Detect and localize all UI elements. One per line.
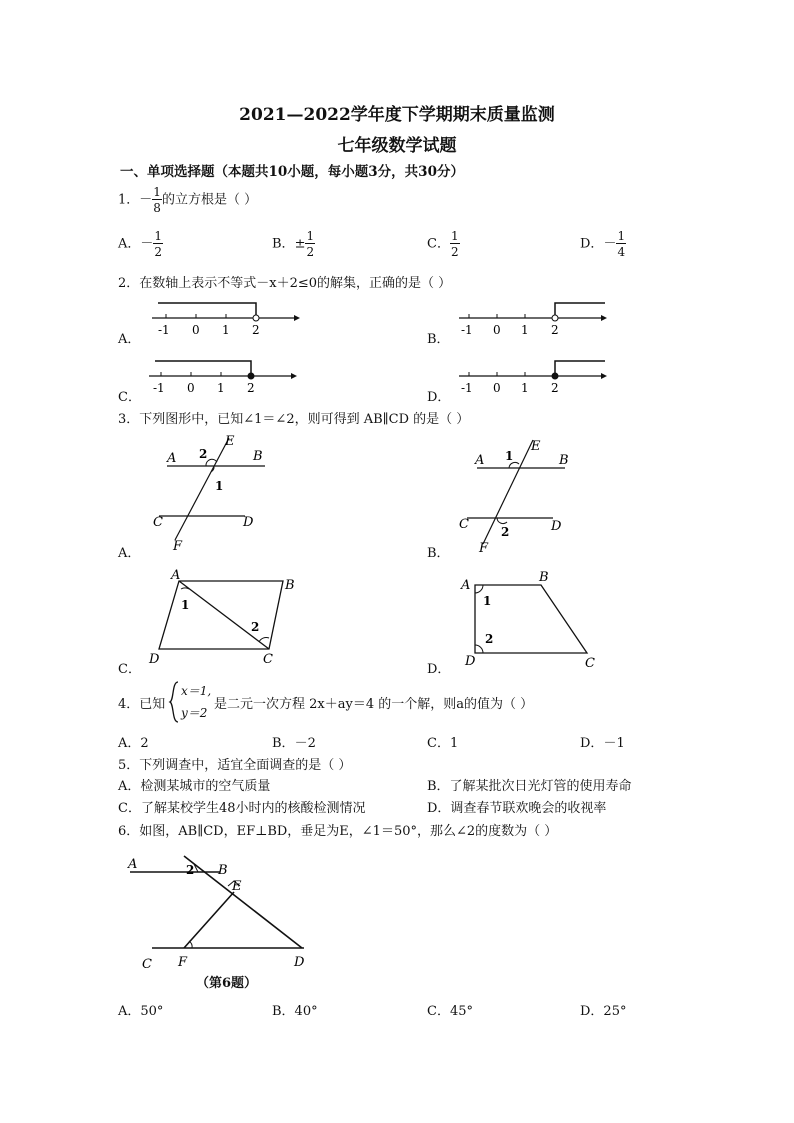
question-5: 5．下列调查中，适宜全面调查的是（ ） [118, 758, 352, 773]
svg-text:1: 1 [521, 381, 529, 395]
svg-text:1: 1 [217, 381, 225, 395]
svg-text:E: E [225, 434, 235, 449]
q1-option-d[interactable]: D．－ $\frac{1}{4}$ [580, 229, 626, 259]
svg-text:A: A [167, 451, 177, 466]
svg-text:A: A [128, 857, 138, 872]
svg-text:2: 2 [551, 381, 559, 395]
svg-text:-1: -1 [461, 323, 473, 337]
svg-text:C: C [263, 652, 273, 667]
svg-text:D: D [465, 654, 476, 669]
q5-option-a[interactable]: A．检测某城市的空气质量 [118, 779, 271, 794]
q5-option-b[interactable]: B．了解某批次日光灯管的使用寿命 [427, 779, 632, 794]
q3-figure-a [145, 430, 280, 555]
q3-option-b[interactable]: B． [427, 546, 450, 561]
question-6: 6．如图，AB∥CD，EF⊥BD，垂足为E，∠1＝50°，那么∠2的度数为（ ） [118, 824, 558, 839]
svg-text:0: 0 [187, 381, 195, 395]
q3-option-a[interactable]: A． [118, 546, 141, 561]
svg-text:C: C [153, 515, 163, 530]
svg-text:A: A [461, 578, 471, 593]
svg-text:B: B [253, 449, 263, 464]
svg-text:E: E [232, 879, 242, 894]
q4-pre: 4．已知 [118, 697, 166, 712]
q4-option-a[interactable]: A．2 [118, 736, 149, 751]
q1-neg: － [139, 192, 153, 208]
question-2: 2．在数轴上表示不等式－x＋2≤0的解集，正确的是（ ） [118, 276, 452, 291]
svg-text:C: C [585, 656, 595, 670]
q6-option-b[interactable]: B．40° [272, 1004, 318, 1019]
q1-option-b[interactable]: B．± $\frac{1}{2}$ [272, 229, 315, 259]
svg-text:A: A [171, 568, 181, 583]
svg-text:1: 1 [181, 598, 190, 612]
number-line-c [145, 352, 305, 398]
svg-text:B: B [218, 863, 228, 878]
svg-text:1: 1 [521, 323, 529, 337]
svg-text:2: 2 [251, 620, 260, 634]
q4-eq1: x＝1, [181, 684, 212, 698]
svg-text:B: B [539, 570, 549, 585]
number-line-a [148, 294, 308, 340]
svg-text:A: A [475, 453, 485, 468]
svg-text:B: B [285, 578, 295, 593]
q5-option-c[interactable]: C．了解某校学生48小时内的核酸检测情况 [118, 801, 366, 816]
q4-eq2: y＝2 [181, 706, 208, 720]
q2-option-c-label[interactable]: C． [118, 390, 141, 405]
svg-text:1: 1 [215, 479, 224, 493]
svg-text:B: B [559, 453, 569, 468]
svg-text:2: 2 [199, 447, 208, 461]
q1-tail: 的立方根是（ ） [161, 192, 258, 208]
section-heading: 一、单项选择题（本题共10小题，每小题3分，共30分） [120, 164, 464, 180]
svg-text:F: F [479, 541, 489, 556]
paper-subtitle: 七年级数学试题 [337, 136, 457, 156]
q1-number: 1． [118, 192, 140, 208]
svg-text:E: E [531, 439, 541, 454]
q4-option-b[interactable]: B．－2 [272, 736, 316, 751]
q3-figure-d [455, 565, 615, 670]
svg-text:-1: -1 [461, 381, 473, 395]
q1-frac-d: 8 [153, 201, 161, 215]
q6-caption: （第6题） [196, 976, 258, 991]
svg-text:2: 2 [247, 381, 255, 395]
svg-text:F: F [178, 955, 188, 970]
svg-text:1: 1 [483, 594, 492, 608]
svg-text:F: F [173, 539, 183, 554]
svg-text:-1: -1 [158, 323, 170, 337]
question-3: 3．下列图形中，已知∠1＝∠2，则可得到 AB∥CD 的是（ ） [118, 412, 470, 427]
svg-text:C: C [459, 517, 469, 532]
svg-text:-1: -1 [153, 381, 165, 395]
q2-option-b-label[interactable]: B． [427, 332, 450, 347]
question-1 [118, 186, 257, 214]
svg-text:D: D [294, 955, 305, 970]
q2-option-a-label[interactable]: A． [118, 332, 141, 347]
q3-option-c[interactable]: C． [118, 662, 141, 677]
number-line-b [455, 294, 615, 340]
q4-option-c[interactable]: C．1 [427, 736, 459, 751]
q3-figure-b [455, 432, 590, 557]
q1-option-c[interactable]: C． $\frac{1}{2}$ [427, 229, 459, 259]
svg-text:2: 2 [186, 863, 195, 877]
q6-option-a[interactable]: A．50° [118, 1004, 164, 1019]
q6-option-d[interactable]: D．25° [580, 1004, 627, 1019]
svg-text:D: D [149, 652, 160, 667]
q6-figure [124, 848, 324, 973]
paper-title: 2021—2022学年度下学期期末质量监测 [239, 105, 555, 125]
q6-option-c[interactable]: C．45° [427, 1004, 473, 1019]
number-line-d [455, 352, 615, 398]
svg-text:2: 2 [501, 525, 510, 539]
svg-text:0: 0 [192, 323, 200, 337]
svg-text:0: 0 [493, 323, 501, 337]
svg-text:0: 0 [493, 381, 501, 395]
q1-frac-n: 1 [153, 185, 161, 199]
svg-text:D: D [551, 519, 562, 534]
q5-option-d[interactable]: D．调查春节联欢晚会的收视率 [427, 801, 607, 816]
system-brace-icon [168, 680, 180, 724]
svg-text:C: C [142, 957, 152, 972]
q1-option-a[interactable]: A．－ $\frac{1}{2}$ [118, 229, 163, 259]
svg-text:2: 2 [551, 323, 559, 337]
svg-text:2: 2 [252, 323, 260, 337]
q4-option-d[interactable]: D．－1 [580, 736, 625, 751]
svg-text:2: 2 [485, 632, 494, 646]
svg-text:1: 1 [222, 323, 230, 337]
q3-option-d[interactable]: D． [427, 662, 451, 677]
q4-post: 是二元一次方程 2x＋ay＝4 的一个解，则a的值为（ ） [214, 697, 534, 712]
q3-figure-c [145, 565, 305, 670]
q2-option-d-label[interactable]: D． [427, 390, 451, 405]
svg-text:1: 1 [505, 449, 514, 463]
svg-text:D: D [243, 515, 254, 530]
